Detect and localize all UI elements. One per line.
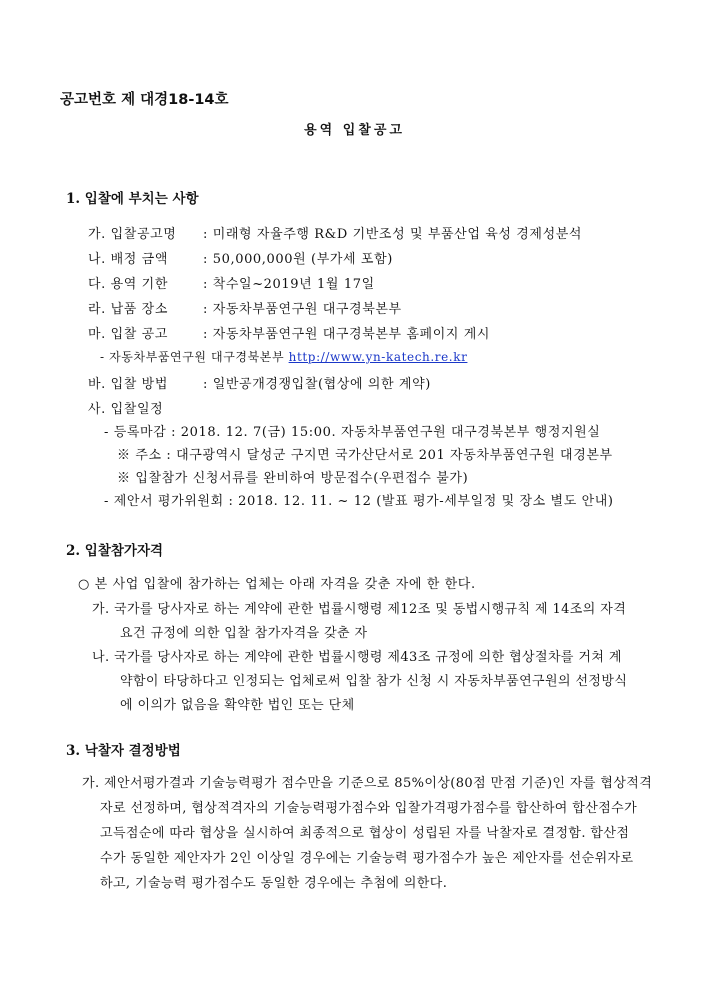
- item-value: 착수일~2019년 1월 17일: [212, 277, 375, 292]
- qualification-a-line-1: 가. 국가를 당사자로 하는 계약에 관한 법률시행령 제12조 및 동법시행규칙 제 14조의 자격: [92, 602, 627, 617]
- homepage-line: [100, 348, 467, 365]
- award-method-line-4: 수가 동일한 제안자가 2인 이상일 경우에는 기술능력 평가점수가 높은 제안자를 선순위자로: [100, 851, 634, 866]
- item-label: 라. 납품 장소: [88, 302, 168, 317]
- award-method-line-3: 고득점순에 따라 협상을 실시하여 최종적으로 협상이 성립된 자를 낙찰자로 결정함. 합산점: [100, 826, 630, 841]
- award-method-line-2: 자로 선정하며, 협상적격자의 기술능력평가점수와 입찰가격평가점수를 합산하여 합산점수가: [100, 801, 638, 816]
- item-value: 50,000,000원 (부가세 포함): [212, 252, 393, 267]
- item-sep: :: [203, 277, 208, 292]
- item-value: 일반공개경쟁입찰(협상에 의한 계약): [212, 377, 431, 392]
- schedule-registration: - 등록마감 : 2018. 12. 7(금) 15:00. 자동차부품연구원 대구경북본부 행정지원실: [104, 425, 601, 440]
- schedule-evaluation: - 제안서 평가위원회 : 2018. 12. 11. ~ 12 (발표 평가-세부일정 및 장소 별도 안내): [104, 494, 614, 509]
- item-label: 바. 입찰 방법: [88, 377, 168, 392]
- homepage-link[interactable]: http://www.yn-katech.re.kr: [288, 350, 468, 364]
- section-3-heading: 3. 낙찰자 결정방법: [66, 743, 181, 759]
- qualification-b-line-1: 나. 국가를 당사자로 하는 계약에 관한 법률시행령 제43조 규정에 의한 협상절차를 거쳐 계: [92, 650, 622, 665]
- item-value: 자동차부품연구원 대구경북본부: [212, 302, 402, 317]
- item-deadline: [88, 273, 375, 292]
- notice-number: 공고번호 제 대경18-14호: [60, 92, 229, 108]
- section-2-heading: 2. 입찰참가자격: [66, 543, 164, 559]
- item-budget: [88, 248, 393, 267]
- item-value: 미래형 자율주행 R&D 기반조성 및 부품산업 육성 경제성분석: [212, 227, 583, 242]
- qualification-b-line-2: 약함이 타당하다고 인정되는 업체로써 입찰 참가 신청 시 자동차부품연구원의 선정방식: [120, 674, 628, 689]
- qualification-intro: ○ 본 사업 입찰에 참가하는 업체는 아래 자격을 갖춘 자에 한 한다.: [78, 577, 476, 592]
- homepage-label: - 자동차부품연구원 대구경북본부: [100, 350, 285, 364]
- item-value: 자동차부품연구원 대구경북본부 홈페이지 게시: [212, 327, 491, 342]
- item-sep: :: [203, 302, 208, 317]
- section-1-heading: 1. 입찰에 부치는 사항: [66, 191, 199, 207]
- item-label: 나. 배정 금액: [88, 252, 168, 267]
- page-title: 용역 입찰공고: [304, 123, 405, 138]
- schedule-heading: 사. 입찰일정: [88, 402, 164, 417]
- item-sep: :: [203, 227, 208, 242]
- item-label: 마. 입찰 공고: [88, 327, 168, 342]
- qualification-a-line-2: 요건 규정에 의한 입찰 참가자격을 갖춘 자: [120, 626, 368, 641]
- schedule-submission-note: ※ 입찰참가 신청서류를 완비하여 방문접수(우편접수 불가): [117, 471, 469, 486]
- item-bid-method: [88, 373, 431, 392]
- item-project-name: [88, 223, 582, 242]
- qualification-b-line-3: 에 이의가 없음을 확약한 법인 또는 단체: [120, 698, 355, 713]
- item-sep: :: [203, 377, 208, 392]
- item-label: 가. 입찰공고명: [88, 227, 177, 242]
- item-announcement: [88, 323, 490, 342]
- item-delivery-place: [88, 298, 402, 317]
- award-method-line-1: 가. 제안서평가결과 기술능력평가 점수만을 기준으로 85%이상(80점 만점 기준)인 자를 협상적격: [82, 776, 653, 791]
- award-method-line-5: 하고, 기술능력 평가점수도 동일한 경우에는 추첨에 의한다.: [100, 876, 448, 891]
- item-label: 다. 용역 기한: [88, 277, 168, 292]
- item-sep: :: [203, 252, 208, 267]
- item-sep: :: [203, 327, 208, 342]
- schedule-address: ※ 주소 : 대구광역시 달성군 구지면 국가산단서로 201 자동차부품연구원 대경본부: [117, 448, 613, 463]
